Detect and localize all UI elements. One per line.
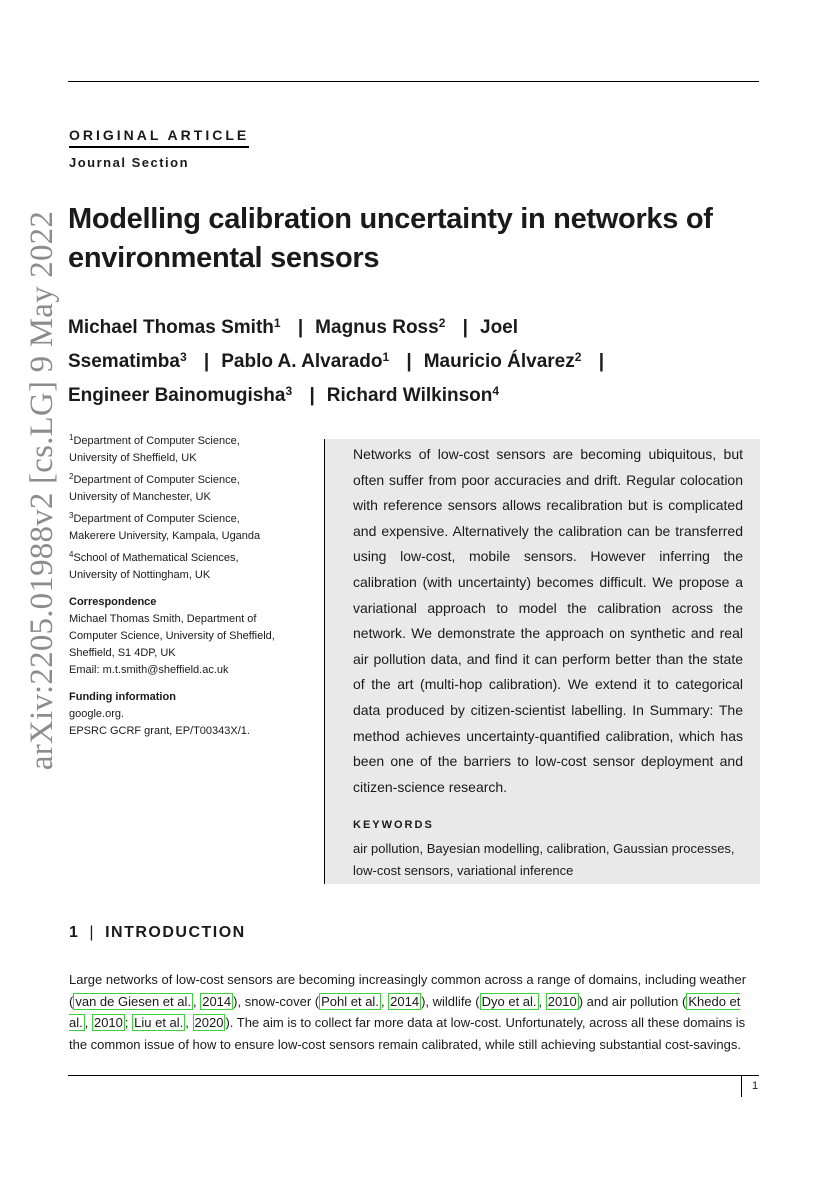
author-name: Magnus Ross <box>315 317 439 338</box>
author-name: Pablo A. Alvarado <box>221 351 383 372</box>
author-affiliation-mark: 2 <box>438 316 446 330</box>
author-name: Joel Ssematimba <box>68 317 519 372</box>
author <box>424 351 582 372</box>
author-name: Engineer Bainomugisha <box>68 385 286 406</box>
citation-link[interactable]: van de Giesen et al. <box>75 993 191 1009</box>
correspondence-line: Computer Science, University of Sheffield, <box>69 630 275 642</box>
text-run: , <box>192 993 201 1009</box>
paper-title: Modelling calibration uncertainty in networks of environmental sensors <box>68 203 713 274</box>
text-run: ), snow-cover ( <box>233 993 320 1009</box>
section-title: INTRODUCTION <box>105 924 246 941</box>
funding-line: google.org. <box>69 708 125 720</box>
text-run: , <box>84 1015 92 1030</box>
citation-link[interactable]: 2014 <box>390 993 420 1009</box>
citation-link[interactable]: Khedo et al. <box>69 993 741 1030</box>
correspondence-line: Email: m.t.smith@sheffield.ac.uk <box>69 664 229 676</box>
text-run: ). The aim is to collect far more data at low-cost. Unfortunately, across all these domains is the common issue of how to ensure low-cost sensors remain calibrated, while still achieving substantial cost-savings. <box>69 1015 746 1052</box>
keywords-heading: KEYWORDS <box>353 819 434 831</box>
funding-details <box>69 706 309 740</box>
affiliation-line: University of Sheffield, UK <box>69 452 197 464</box>
text-run: , <box>380 993 389 1009</box>
arxiv-identifier: arXiv:2205.01988v2 [cs.LG] 9 May 2022 <box>24 210 61 770</box>
section-heading-introduction <box>69 924 246 942</box>
author <box>68 385 292 406</box>
section-number: 1 <box>69 924 80 941</box>
affiliation-number: 1 <box>69 433 74 442</box>
correspondence-line: Sheffield, S1 4DP, UK <box>69 647 176 659</box>
author-affiliation-mark: 2 <box>574 350 582 364</box>
author-separator: | <box>203 351 210 372</box>
text-run: ; <box>124 1015 133 1030</box>
author-affiliation-mark: 3 <box>285 384 293 398</box>
affiliation-line: University of Manchester, UK <box>69 491 211 503</box>
affiliation-line: Makerere University, Kampala, Uganda <box>69 530 261 542</box>
citation-link[interactable]: 2014 <box>202 993 232 1009</box>
author <box>327 385 499 406</box>
journal-section: Journal Section <box>69 155 190 170</box>
citation-link[interactable]: 2010 <box>93 1015 123 1030</box>
author <box>315 317 445 338</box>
affiliation-number: 2 <box>69 472 74 481</box>
affiliation-line: Department of Computer Science, <box>73 474 240 486</box>
author-list <box>68 311 628 413</box>
author-name: Michael Thomas Smith <box>68 317 274 338</box>
page-number-divider <box>741 1075 742 1097</box>
footer-rule <box>68 1075 759 1076</box>
funding-heading: Funding information <box>69 691 176 703</box>
author-separator: | <box>309 385 315 406</box>
affiliations <box>69 433 309 584</box>
author-affiliation-mark: 4 <box>492 384 500 398</box>
author-name: Richard Wilkinson <box>326 385 493 406</box>
author-separator: | <box>462 317 468 338</box>
affiliation <box>69 433 309 467</box>
affiliation-line: University of Nottingham, UK <box>69 569 211 581</box>
author-name: Mauricio Álvarez <box>423 351 575 372</box>
affiliation-line: School of Mathematical Sciences, <box>73 552 239 564</box>
affiliation <box>69 472 309 506</box>
author <box>68 317 281 338</box>
text-run: Large networks of low-cost sensors are becoming increasingly common across a range of domains, including weather ( <box>69 972 747 1009</box>
correspondence-details <box>69 611 309 679</box>
affiliation <box>69 511 309 545</box>
introduction-paragraph <box>69 969 761 1055</box>
author-separator: | <box>297 317 304 338</box>
affiliation-line: Department of Computer Science, <box>73 435 240 447</box>
keywords: air pollution, Bayesian modelling, calibration, Gaussian processes, low-cost sensors, variational inference <box>353 841 735 878</box>
article-type: ORIGINAL ARTICLE <box>69 127 249 148</box>
text-run: ) and air pollution ( <box>578 993 687 1009</box>
top-rule <box>68 81 759 82</box>
citation-link[interactable]: Liu et al. <box>134 1015 184 1030</box>
section-separator: | <box>89 924 96 941</box>
citation-link[interactable]: 2020 <box>194 1015 224 1030</box>
funding-line: EPSRC GCRF grant, EP/T00343X/1. <box>69 725 250 737</box>
abstract-text: Networks of low-cost sensors are becoming ubiquitous, but often suffer from poor accuracies and drift. Regular colocation with reference sensors allows recalibration but is complicated and expensive. Alternatively the calibration can be transferred using low-cost, mobile sensors. However inferring the calibration (with uncertainty) becomes difficult. We propose a variational approach to model the calibration across the network. We demonstrate the approach on synthetic and real air pollution data, and find it can perform better than the state of the art (multi-hop calibration). We extend it to categorical data produced by citizen-scientist labelling. In Summary: The method achieves uncertainty-quantified calibration, which has been one of the barriers to low-cost sensor deployment and citizen-science research. <box>353 446 743 795</box>
affiliation <box>69 550 309 584</box>
author <box>221 351 389 372</box>
citation-link[interactable]: 2010 <box>547 993 577 1009</box>
author-separator: | <box>598 351 605 372</box>
text-run: , <box>185 1015 193 1030</box>
correspondence-line: Michael Thomas Smith, Department of <box>69 613 257 625</box>
citation-link[interactable]: Pohl et al. <box>321 993 379 1009</box>
author-affiliation-mark: 1 <box>382 350 390 364</box>
sidebar-info <box>69 433 309 746</box>
author-separator: | <box>406 351 412 372</box>
affiliation-number: 3 <box>69 511 74 520</box>
author-affiliation-mark: 1 <box>273 316 281 330</box>
abstract-box <box>324 439 760 884</box>
page-number: 1 <box>752 1080 759 1092</box>
citation-link[interactable]: Dyo et al. <box>481 993 537 1009</box>
text-run: , <box>538 993 546 1009</box>
author-affiliation-mark: 3 <box>179 350 187 364</box>
correspondence-heading: Correspondence <box>69 596 157 608</box>
text-run: ), wildlife ( <box>421 993 480 1009</box>
affiliation-number: 4 <box>69 550 74 559</box>
affiliation-line: Department of Computer Science, <box>73 513 240 525</box>
